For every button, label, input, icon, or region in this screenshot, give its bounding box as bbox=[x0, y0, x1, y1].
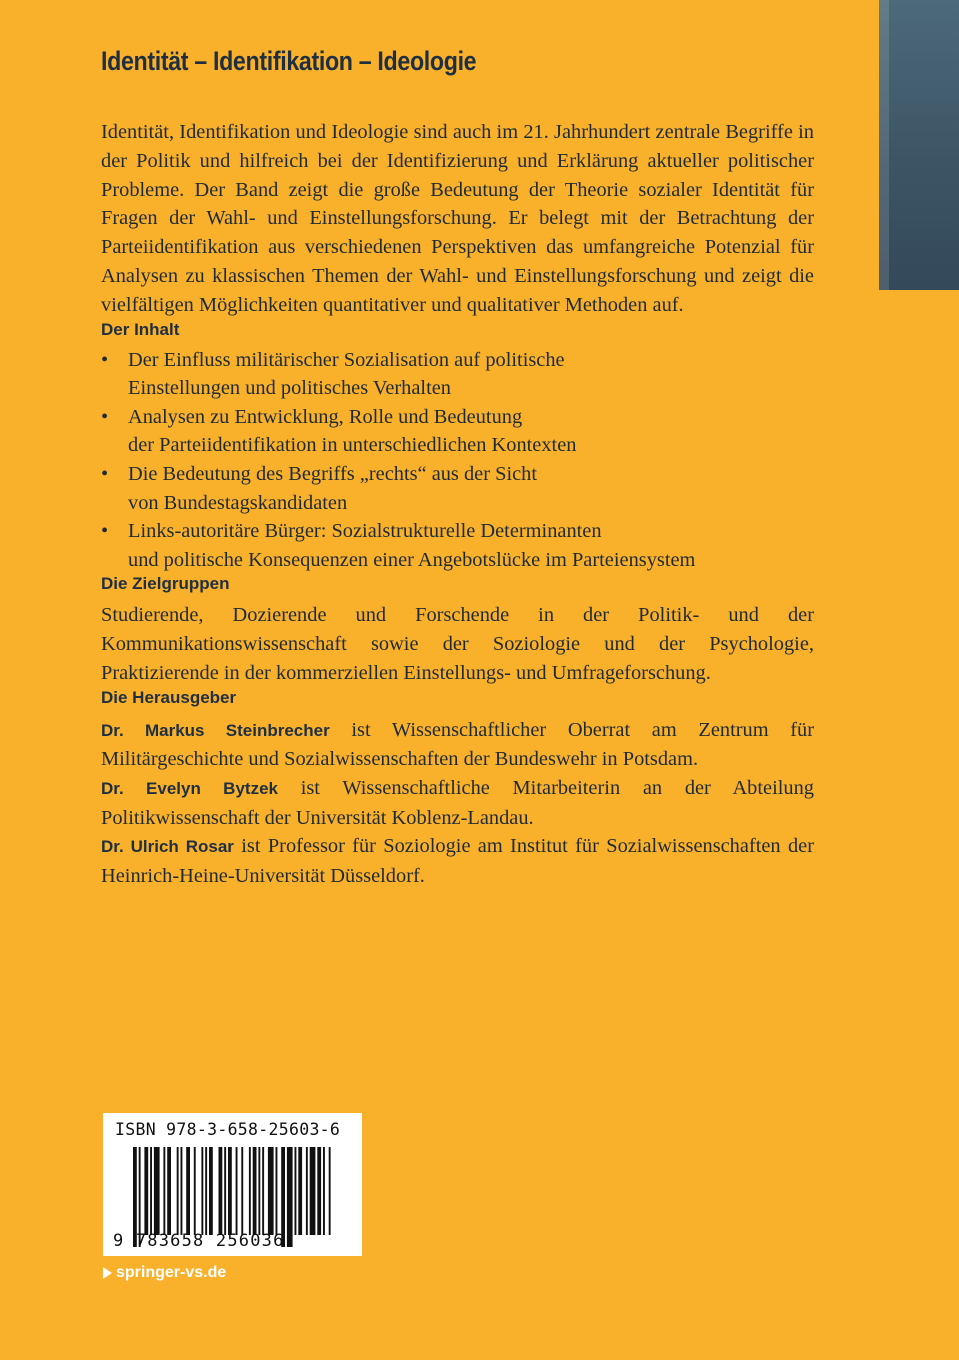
inhalt-heading: Der Inhalt bbox=[101, 319, 180, 339]
bullet-icon: • bbox=[101, 462, 109, 485]
barcode-bar bbox=[154, 1147, 160, 1235]
isbn-barcode bbox=[103, 1113, 362, 1256]
list-item bbox=[101, 346, 814, 403]
list-item bbox=[101, 517, 814, 574]
barcode-bar bbox=[201, 1147, 203, 1235]
list-item-line: Einstellungen und politisches Verhalten bbox=[128, 377, 451, 400]
cover-corner-panel bbox=[879, 0, 959, 290]
barcode-bar bbox=[228, 1147, 232, 1235]
barcode-bar bbox=[268, 1147, 274, 1235]
barcode-bar bbox=[317, 1147, 321, 1235]
barcode-bar bbox=[253, 1147, 257, 1235]
book-title: Identität – Identifikation – Ideologie bbox=[101, 46, 477, 76]
zielgruppen-heading: Die Zielgruppen bbox=[101, 574, 230, 594]
editor-entry bbox=[101, 774, 814, 832]
barcode-bar bbox=[241, 1147, 243, 1235]
barcode-bar bbox=[249, 1147, 251, 1235]
herausgeber-heading: Die Herausgeber bbox=[101, 687, 237, 707]
intro-paragraph: Identität, Identifikation und Ideologie sind auch im 21. Jahrhundert zentrale Begriffe in der Politik und hilfreich bei der Identifizierung und Erklärung aktueller politischer Probleme. Der Band zeigt die große Bedeutung der Theorie sozialer Identität für Fragen der Wahl- und Einstellungsforschung. Er belegt mit der Betrachtung der Parteiidentifikation aus verschiedenen Perspektiven das umfangreiche Potenzial für Analysen zu klassischen Themen der Wahl- und Einstellungsforschung und zeigt die vielfältigen Möglichkeiten quantitativer und qualitativer Methoden auf. bbox=[101, 121, 814, 316]
list-item-line: Links-autoritäre Bürger: Sozialstrukturelle Determinanten bbox=[128, 520, 602, 543]
list-item bbox=[101, 460, 814, 517]
bullet-icon: • bbox=[101, 520, 109, 543]
barcode-bar bbox=[310, 1147, 316, 1235]
list-item-line: der Parteiidentifikation in unterschiedlichen Kontexten bbox=[128, 434, 577, 457]
editor-name: Dr. Evelyn Bytzek bbox=[101, 778, 278, 798]
editor-entry bbox=[101, 716, 814, 774]
back-cover-text bbox=[101, 46, 814, 890]
barcode-bar bbox=[167, 1147, 171, 1235]
barcode-bar bbox=[258, 1147, 260, 1235]
barcode-bar bbox=[205, 1147, 207, 1235]
barcode-bar bbox=[329, 1147, 331, 1235]
barcode-bar bbox=[287, 1147, 293, 1247]
barcode-bar bbox=[181, 1147, 183, 1235]
barcode-bar bbox=[236, 1147, 238, 1235]
editor-name: Dr. Ulrich Rosar bbox=[101, 837, 234, 857]
list-item-line: Die Bedeutung des Begriffs „rechts“ aus der Sicht bbox=[128, 462, 538, 485]
editor-entry bbox=[101, 832, 814, 890]
barcode-digits: 9 783658 256036 bbox=[113, 1231, 285, 1251]
publisher-link-label: springer-vs.de bbox=[116, 1264, 227, 1281]
barcode-bar bbox=[144, 1147, 148, 1235]
barcode-bar bbox=[194, 1147, 196, 1235]
editor-bio: ist Wissenschaftlicher Oberrat am Zentrum für Militärgeschichte und Sozialwissenschaften der Bundeswehr in Potsdam. bbox=[101, 718, 815, 771]
content-list bbox=[101, 346, 814, 575]
editor-name: Dr. Markus Steinbrecher bbox=[101, 720, 330, 740]
editor-bio: ist Professor für Soziologie am Institut für Sozialwissenschaften der Heinrich-Heine-Universität Düsseldorf. bbox=[101, 835, 814, 887]
list-item-line: Der Einfluss militärischer Sozialisation auf politische bbox=[128, 348, 565, 371]
isbn-number: ISBN 978-3-658-25603-6 bbox=[115, 1120, 341, 1139]
list-item-line: Analysen zu Entwicklung, Rolle und Bedeutung bbox=[128, 405, 523, 428]
publisher-link[interactable] bbox=[103, 1264, 226, 1282]
barcode-bar bbox=[224, 1147, 226, 1235]
barcode-bar bbox=[262, 1147, 264, 1235]
barcode-bar bbox=[295, 1147, 297, 1235]
barcode-bar bbox=[219, 1147, 223, 1235]
barcode-bar bbox=[209, 1147, 213, 1235]
barcode-bar bbox=[306, 1147, 308, 1235]
list-item bbox=[101, 403, 814, 460]
barcode-bar bbox=[276, 1147, 278, 1235]
list-item-line: von Bundestagskandidaten bbox=[128, 491, 348, 514]
barcode-bar bbox=[298, 1147, 302, 1235]
barcode-bar bbox=[163, 1147, 165, 1235]
zielgruppen-text: Studierende, Dozierende und Forschende in der Politik- und der Kommunikationswissenschaft sowie der Soziologie und der Psychologie, Praktizierende in der kommerziellen Einstellungs- und Umfrageforschung. bbox=[101, 604, 814, 684]
bullet-icon: • bbox=[101, 348, 109, 371]
list-item-line: und politische Konsequenzen einer Angebotslücke im Parteiensystem bbox=[128, 548, 696, 571]
barcode-bar bbox=[177, 1147, 179, 1235]
barcode-bar bbox=[323, 1147, 325, 1235]
barcode-bar bbox=[150, 1147, 152, 1235]
bullet-icon: • bbox=[101, 405, 109, 428]
barcode-bar bbox=[186, 1147, 190, 1235]
arrow-right-icon bbox=[103, 1267, 112, 1279]
editor-bio: ist Wissenschaftliche Mitarbeiterin an der Abteilung Politikwissenschaft der Universität Koblenz-Landau. bbox=[101, 776, 814, 829]
